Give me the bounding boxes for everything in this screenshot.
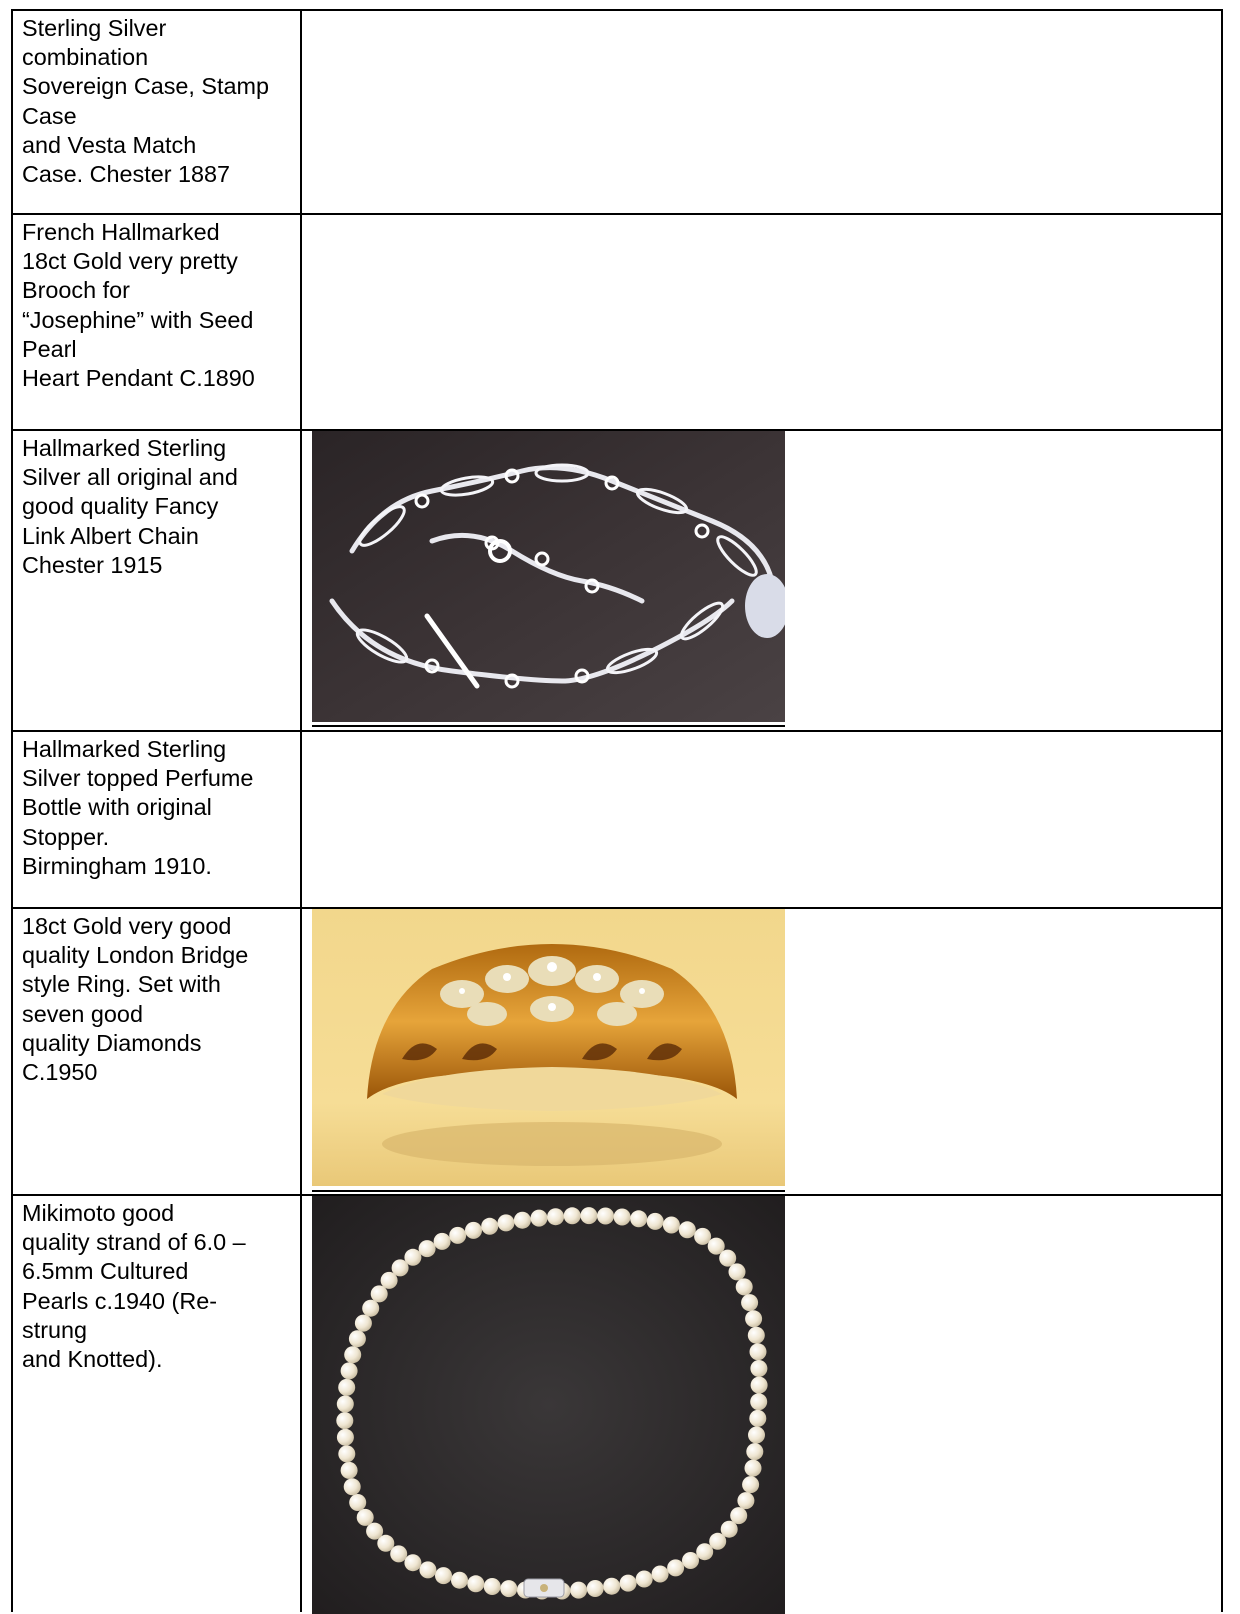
table-row bbox=[13, 431, 1221, 730]
item-description: Hallmarked Sterling Silver all original and good quality Fancy Link Albert Chain Chester 1915 bbox=[22, 435, 238, 578]
table-row bbox=[13, 732, 1221, 907]
photo-underline bbox=[312, 1190, 785, 1192]
item-description: Hallmarked Sterling Silver topped Perfume Bottle with original Stopper. Birmingham 1910. bbox=[22, 736, 254, 879]
item-description: Sterling Silver combination Sovereign Case, Stamp Case and Vesta Match Case. Chester 1887 bbox=[22, 15, 270, 188]
table-row bbox=[13, 909, 1221, 1194]
gold-diamond-ring-photo bbox=[312, 909, 785, 1186]
table-row bbox=[13, 11, 1221, 213]
photo-underline bbox=[312, 725, 785, 727]
silver-albert-chain-photo bbox=[312, 431, 785, 722]
item-description: Mikimoto good quality strand of 6.0 – 6.5mm Cultured Pearls c.1940 (Re- strung and Knotted). bbox=[22, 1200, 246, 1373]
table-row bbox=[13, 215, 1221, 429]
item-description: 18ct Gold very good quality London Bridge style Ring. Set with seven good quality Diamonds C.1950 bbox=[22, 913, 249, 1086]
cultured-pearl-necklace-photo bbox=[312, 1196, 785, 1614]
item-description: French Hallmarked 18ct Gold very pretty Brooch for “Josephine” with Seed Pearl Heart Pendant C.1890 bbox=[22, 219, 255, 392]
table-row bbox=[13, 1196, 1221, 1614]
catalogue-table bbox=[11, 9, 1223, 1612]
